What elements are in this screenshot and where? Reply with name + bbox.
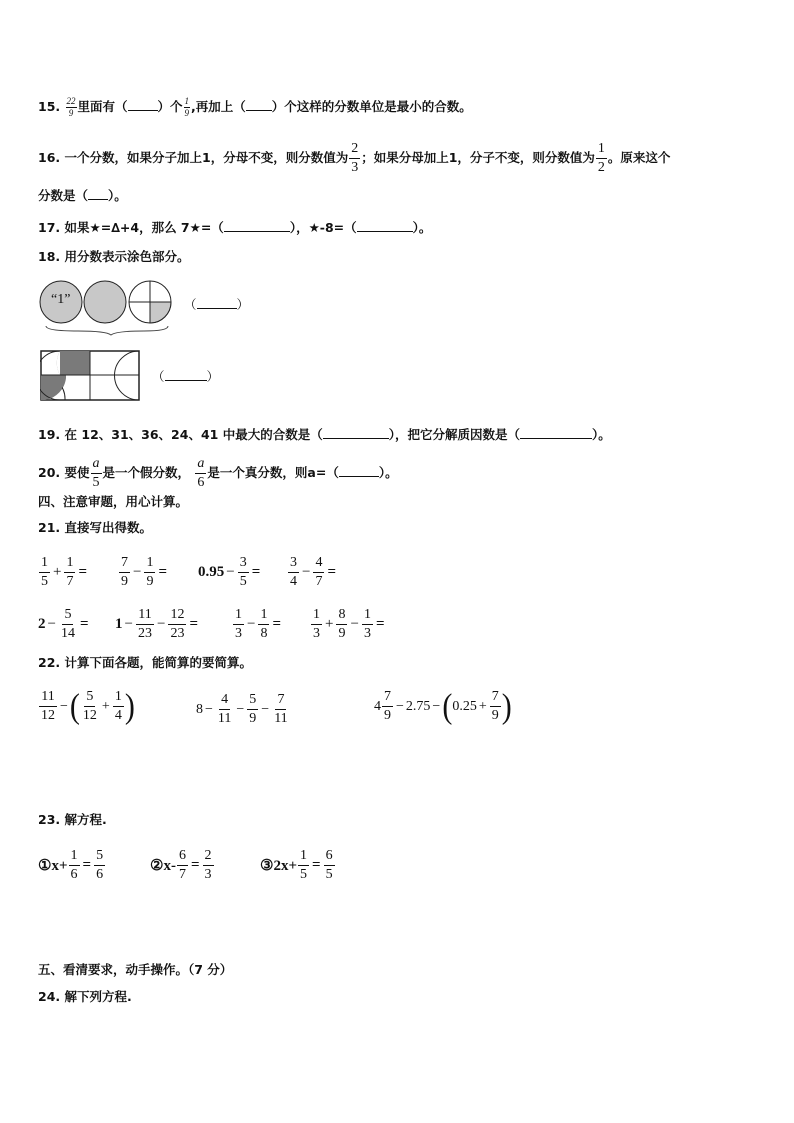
fraction: $\frac{1}{7}$ [66, 555, 74, 589]
question-17: 17. 如果★=∆+4，那么 7★=（ ），★-8=（ ）。 [38, 220, 432, 235]
rectangle-figure [40, 350, 142, 402]
fraction: $\frac{5}{6}$ [96, 848, 104, 882]
fraction: $\frac{1}{4}$ [114, 689, 122, 723]
question-16-line2: 分数是（ ）。 [38, 188, 127, 203]
question-21: 21. 直接写出得数。 [38, 520, 153, 535]
fraction: $\frac{7}{9}$ [384, 689, 391, 723]
fraction: $\frac{1}{3}$ [235, 607, 242, 641]
answer-blank[interactable] [88, 189, 108, 200]
fraction: $\frac{11}{23}$ [137, 607, 152, 641]
equation-3: ③2x+ $\frac{1}{5}$ = $\frac{6}{5}$ [260, 848, 333, 882]
fraction: $\frac{a}{6}$ [197, 456, 205, 490]
q21-row-2: 2 − $\frac{5}{14}$ = [38, 607, 89, 641]
fraction: $\frac{12}{23}$ [170, 607, 185, 641]
question-19: 19. 在 12、31、36、24、41 中最大的合数是（ ），把它分解质因数是（ ）。 [38, 427, 611, 442]
fraction: $\frac{5}{14}$ [60, 607, 75, 641]
answer-blank[interactable] [128, 100, 158, 111]
fraction: $\frac{1}{9}$ [146, 555, 154, 589]
fraction: $\frac{7}{11}$ [274, 692, 288, 726]
answer-blank[interactable] [224, 221, 290, 232]
fraction: $\frac{4}{7}$ [315, 555, 323, 589]
question-16: 16. 一个分数，如果分子加上1，分母不变，则分数值为 $\frac{2}{3}$ ；如果分母加上1，分子不变，则分数值为 $\frac{1}{2}$ 。原来这个 [38, 141, 671, 175]
q21-row-1c: 0.95 − $\frac{3}{5}$ = [198, 555, 261, 589]
section-4-heading: 四、注意审题，用心计算。 [38, 494, 189, 509]
q22-expr-3: 4 $\frac{7}{9}$ − 2.75 − ( 0.25 + $\frac{7}{9}$ ) [374, 686, 512, 725]
answer-blank[interactable] [197, 298, 237, 309]
q21-row-2d: $\frac{1}{3}$ + $\frac{8}{9}$ − $\frac{1}{3}$ = [313, 607, 385, 641]
fraction: $\frac{5}{12}$ [82, 689, 97, 723]
fraction: $\frac{3}{4}$ [290, 555, 297, 589]
fraction: $\frac{4}{11}$ [217, 692, 232, 726]
fraction: $\frac{5}{9}$ [249, 692, 257, 726]
fraction: $\frac{7}{9}$ [491, 689, 499, 723]
fraction: $\frac{1}{5}$ [41, 555, 48, 589]
fraction: $\frac{1}{8}$ [260, 607, 268, 641]
fraction: $\frac{1}{3}$ [313, 607, 320, 641]
question-20: 20. 要使 $\frac{a}{5}$ 是一个假分数， $\frac{a}{6}$ 是一个真分数，则a=（ ）。 [38, 456, 398, 490]
q21-row-1b: $\frac{7}{9}$ − $\frac{1}{9}$ = [121, 555, 168, 589]
answer-18a: （ ） [184, 297, 250, 312]
q21-row-2c: $\frac{1}{3}$ − $\frac{1}{8}$ = [235, 607, 282, 641]
section-5-heading: 五、看清要求，动手操作。（7 分） [38, 962, 233, 977]
answer-blank[interactable] [165, 370, 207, 381]
fraction: $\frac{11}{12}$ [41, 689, 55, 723]
fraction: $\frac{6}{7}$ [178, 848, 186, 882]
fraction: $\frac{7}{9}$ [121, 555, 128, 589]
fraction: $\frac{1}{6}$ [70, 848, 78, 882]
answer-blank[interactable] [246, 100, 272, 111]
answer-blank[interactable] [357, 221, 413, 232]
fraction: $\frac{8}{9}$ [338, 607, 346, 641]
question-18: 18. 用分数表示涂色部分。 [38, 249, 190, 264]
q21-row-1: $\frac{1}{5}$ + $\frac{1}{7}$ = [41, 555, 88, 589]
question-22: 22. 计算下面各题，能简算的要简算。 [38, 655, 253, 670]
fraction: $\frac{3}{5}$ [239, 555, 247, 589]
fraction: $\frac{2}{3}$ [204, 848, 212, 882]
q21-row-2b: 1 − $\frac{11}{23}$ − $\frac{12}{23}$ = [115, 607, 198, 641]
question-24: 24. 解下列方程. [38, 989, 132, 1004]
fraction: $\frac{1}{2}$ [597, 141, 605, 175]
circle-label: “1” [51, 292, 71, 307]
fraction: $\frac{1}{3}$ [363, 607, 371, 641]
fraction: $\frac{6}{5}$ [325, 848, 333, 882]
answer-blank[interactable] [339, 466, 379, 477]
answer-blank[interactable] [323, 428, 389, 439]
equation-2: ②x- $\frac{6}{7}$ = $\frac{2}{3}$ [150, 848, 212, 882]
answer-18b: （ ） [152, 369, 220, 384]
question-23: 23. 解方程. [38, 812, 107, 827]
question-15: 15. $\frac{22}{9}$ 里面有（ ）个 $\frac{1}{9}$ ,再加上（ ）个这样的分数单位是最小的合数。 [38, 96, 472, 118]
q21-row-1d: $\frac{3}{4}$ − $\frac{4}{7}$ = [290, 555, 337, 589]
fraction: $\frac{2}{3}$ [351, 141, 359, 175]
question-number: 15. [38, 99, 61, 114]
answer-blank[interactable] [520, 428, 592, 439]
fraction: $\frac{22}{9}$ [66, 96, 76, 118]
q22-expr-1: $\frac{11}{12}$ − ( $\frac{5}{12}$ + $\frac{1}{4}$ ) [41, 686, 135, 725]
fraction: $\frac{a}{5}$ [92, 456, 100, 490]
equation-1: ①x+ $\frac{1}{6}$ = $\frac{5}{6}$ [38, 848, 104, 882]
fraction: $\frac{1}{9}$ [184, 96, 190, 118]
q22-expr-2: 8 − $\frac{4}{11}$ − $\frac{5}{9}$ − $\frac{7}{11}$ [196, 692, 288, 726]
fraction: $\frac{1}{5}$ [300, 848, 307, 882]
